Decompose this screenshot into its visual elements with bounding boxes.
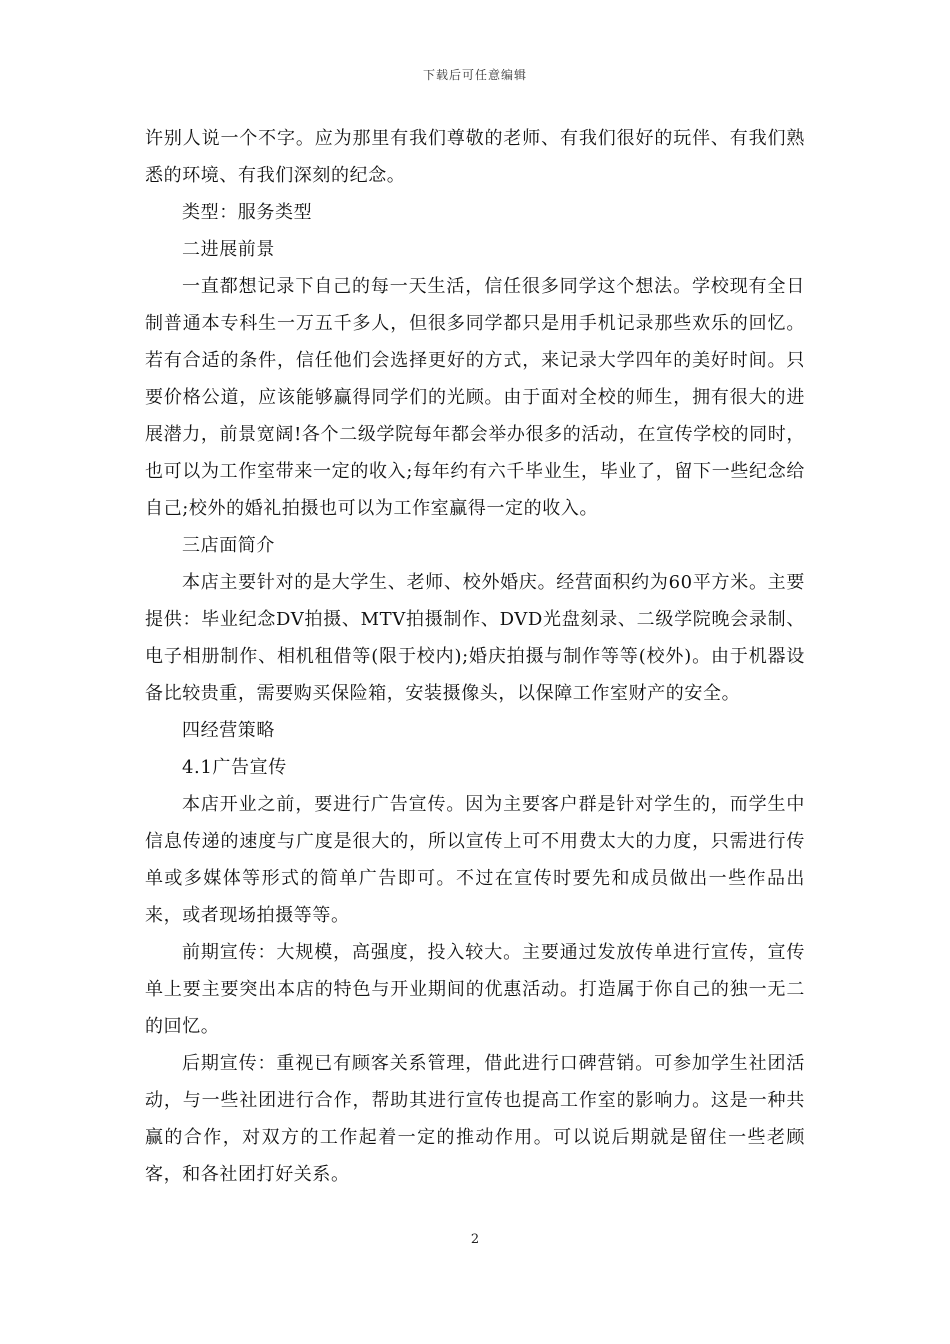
section-heading-strategy: 四经营策略 [182,720,275,741]
paragraph-continuation: 许别人说一个不字。应为那里有我们尊敬的老师、有我们很好的玩伴、有我们熟悉的环境、有我们深刻的纪念。 [145,128,805,186]
page-header: 下载后可任意编辑 [422,68,527,82]
page-body [145,120,805,1193]
section-heading-prospects: 二进展前景 [182,239,275,260]
paragraph-early-promotion: 前期宣传：大规模，高强度，投入较大。主要通过发放传单进行宣传，宣传单上要主要突出本店的特色与开业期间的优惠活动。打造属于你自己的独一无二的回忆。 [145,942,805,1037]
section-heading-store-intro: 三店面简介 [182,535,275,556]
paragraph-later-promotion: 后期宣传：重视已有顾客关系管理，借此进行口碑营销。可参加学生社团活动，与一些社团进行合作，帮助其进行宣传也提高工作室的影响力。这是一种共赢的合作，对双方的工作起着一定的推动作用。可以说后期就是留住一些老顾客，和各社团打好关系。 [145,1053,805,1185]
paragraph-advertising: 本店开业之前，要进行广告宣传。因为主要客户群是针对学生的，而学生中信息传递的速度与广度是很大的，所以宣传上可不用费太大的力度，只需进行传单或多媒体等形式的简单广告即可。不过在宣传时要先和成员做出一些作品出来，或者现场拍摄等等。 [145,794,805,926]
paragraph-store-intro: 本店主要针对的是大学生、老师、校外婚庆。经营面积约为60平方米。主要提供：毕业纪念DV拍摄、MTV拍摄制作、DVD光盘刻录、二级学院晚会录制、电子相册制作、相机租借等(限于校内);婚庆拍摄与制作等等(校外)。由于机器设备比较贵重，需要购买保险箱，安装摄像头，以保障工作室财产的安全。 [145,572,805,704]
page-number: 2 [470,1232,480,1247]
paragraph-prospects: 一直都想记录下自己的每一天生活，信任很多同学这个想法。学校现有全日制普通本专科生一万五千多人，但很多同学都只是用手机记录那些欢乐的回忆。若有合适的条件，信任他们会选择更好的方式，来记录大学四年的美好时间。只要价格公道，应该能够赢得同学们的光顾。由于面对全校的师生，拥有很大的进展潜力，前景宽阔!各个二级学院每年都会举办很多的活动，在宣传学校的同时，也可以为工作室带来一定的收入;每年约有六千毕业生，毕业了，留下一些纪念给自己;校外的婚礼拍摄也可以为工作室赢得一定的收入。 [145,276,805,519]
type-line: 类型：服务类型 [182,202,313,223]
subsection-heading-advertising: 4.1广告宣传 [182,757,287,778]
